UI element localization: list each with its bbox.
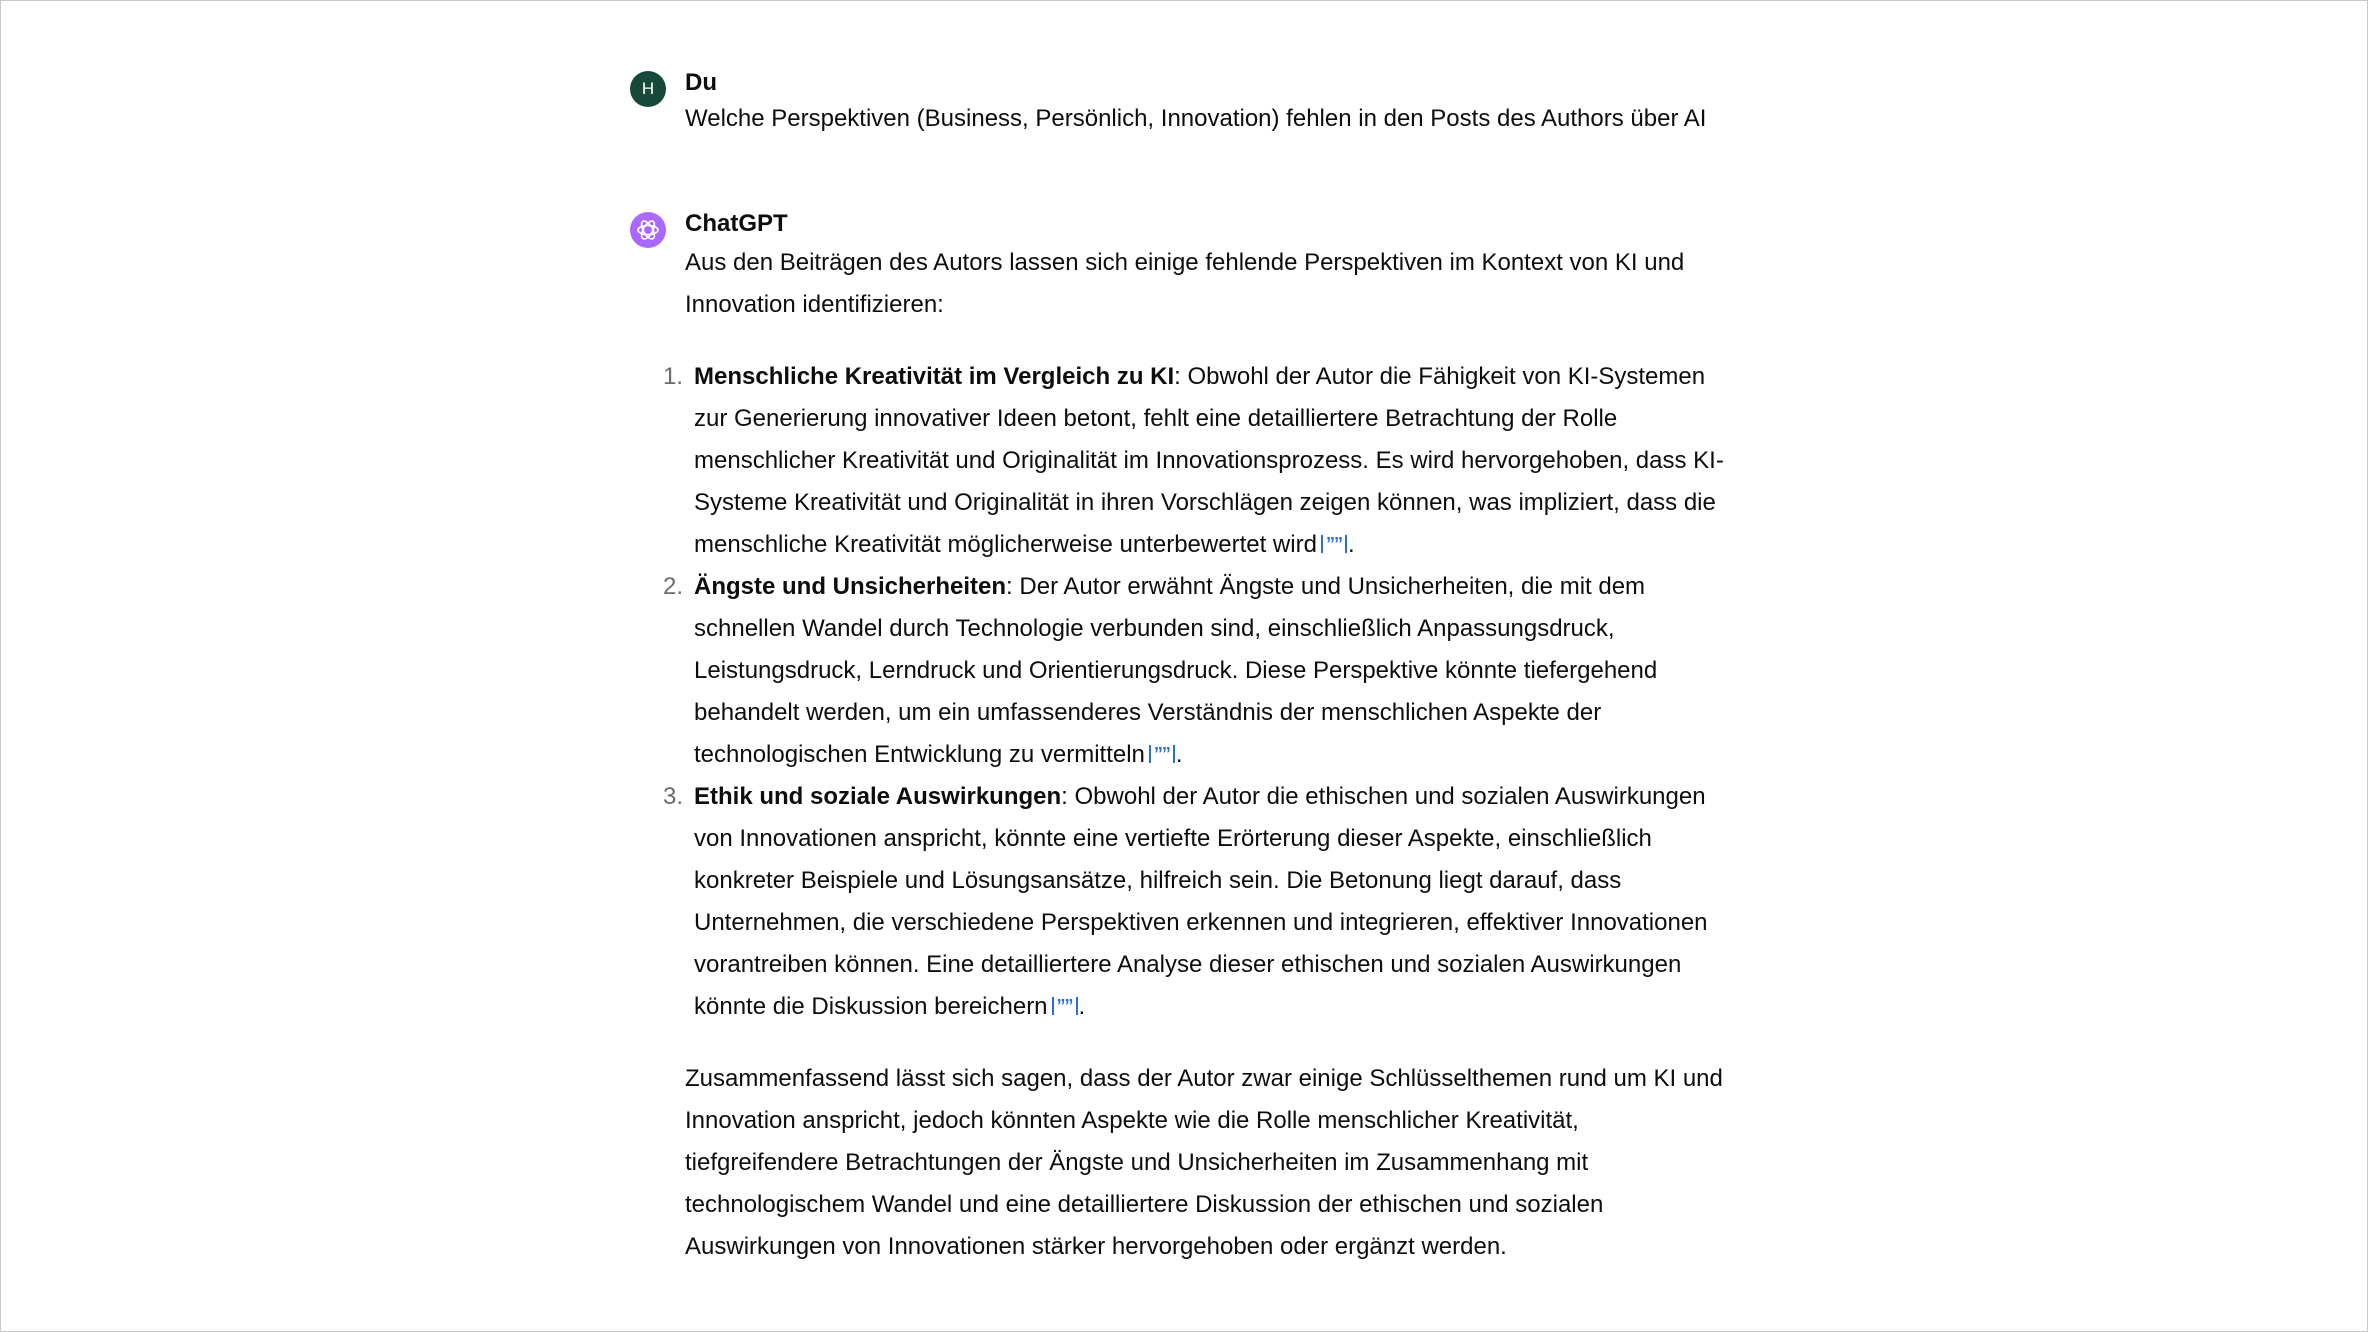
assistant-message — [629, 206, 1729, 1268]
list-item-title: Ethik und soziale Auswirkungen — [694, 783, 1062, 810]
openai-knot-icon — [635, 217, 661, 243]
assistant-summary: Zusammenfassend lässt sich sagen, dass der Autor zwar einige Schlüsselthemen rund um KI und Innovation anspricht, jedoch könnten Aspekte wie die Rolle menschlicher Kreativität, tiefgreifendere Betrachtungen der Ängste und Unsicherheiten im Zusammenhang mit technologischem Wandel und eine detailliertere Diskussion der ethischen und sozialen Auswirkungen von Innovationen stärker hervorgehoben oder ergänzt werden. — [685, 1065, 1723, 1260]
list-item — [663, 566, 1729, 776]
assistant-author-name: ChatGPT — [685, 210, 788, 237]
list-item-suffix: . — [1175, 741, 1183, 768]
citation-link[interactable]: ”” — [1321, 535, 1347, 553]
list-number: 1. — [663, 363, 684, 390]
user-message-text: Welche Perspektiven (Business, Persönlich, Innovation) fehlen in den Posts des Authors über AI — [685, 105, 1707, 132]
list-number: 3. — [663, 783, 684, 810]
list-item-body: : Der Autor erwähnt Ängste und Unsicherheiten, die mit dem schnellen Wandel durch Technologie verbunden sind, einschließlich Anpassungsdruck, Leistungsdruck, Lerndruck und Orientierungsdruck. Diese Perspektive könnte tiefergehend behandelt werden, um ein umfassenderes Verständnis der menschlichen Aspekte der technologischen Entwicklung zu vermitteln — [694, 573, 1658, 768]
list-item-title: Ängste und Unsicherheiten — [694, 573, 1007, 600]
user-avatar-letter: H — [641, 79, 655, 98]
user-message — [629, 65, 1729, 137]
assistant-intro: Aus den Beiträgen des Autors lassen sich einige fehlende Perspektiven im Kontext von KI und Innovation identifizieren: — [685, 249, 1685, 318]
list-item — [663, 356, 1729, 566]
list-item-title: Menschliche Kreativität im Vergleich zu KI — [694, 363, 1175, 390]
perspective-list — [663, 356, 1729, 1028]
list-item-body: : Obwohl der Autor die Fähigkeit von KI-Systemen zur Generierung innovativer Ideen betont, fehlt eine detailliertere Betrachtung der Rolle menschlicher Kreativität und Originalität im Innovationsprozess. Es wird hervorgehoben, dass KI-Systeme Kreativität und Originalität in ihren Vorschlägen zeigen können, was impliziert, dass die menschliche Kreativität möglicherweise unterbewertet wird — [694, 363, 1724, 558]
list-item-body: : Obwohl der Autor die ethischen und sozialen Auswirkungen von Innovationen anspricht, könnte eine vertiefte Erörterung dieser Aspekte, einschließlich konkreter Beispiele und Lösungsansätze, hilfreich sein. Die Betonung liegt darauf, dass Unternehmen, die verschiedene Perspektiven erkennen und integrieren, effektiver Innovationen vorantreiben können. Eine detailliertere Analyse dieser ethischen und sozialen Auswirkungen könnte die Diskussion bereichern — [694, 783, 1708, 1020]
user-avatar — [630, 71, 666, 107]
list-number: 2. — [663, 573, 684, 600]
citation-link[interactable]: ”” — [1149, 745, 1175, 763]
list-item-suffix: . — [1078, 993, 1086, 1020]
conversation — [629, 63, 1729, 1268]
list-item — [663, 776, 1729, 1028]
user-author-name: Du — [685, 69, 717, 96]
list-item-suffix: . — [1347, 531, 1355, 558]
citation-link[interactable]: ”” — [1052, 997, 1078, 1015]
chatgpt-logo-icon — [630, 212, 666, 248]
